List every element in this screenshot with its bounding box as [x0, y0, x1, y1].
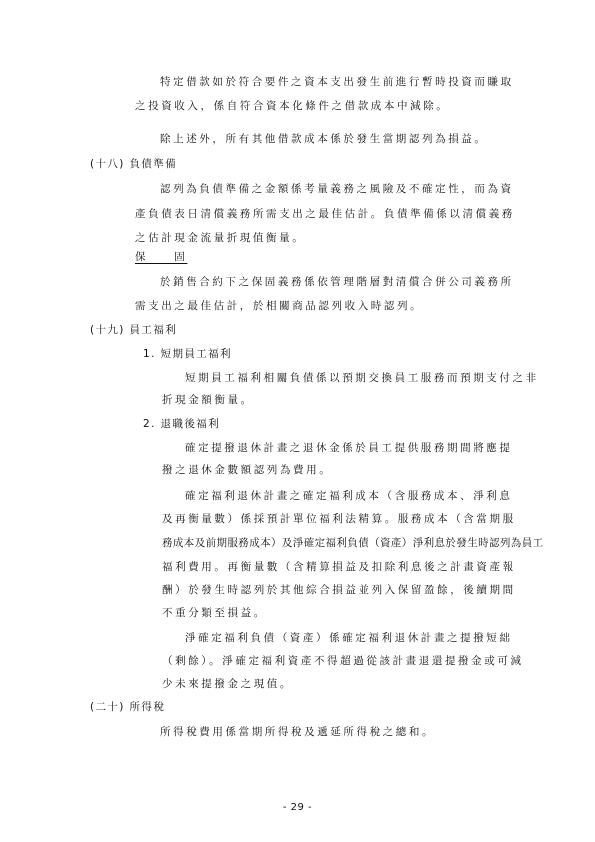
paragraph-line: 需支出之最佳估計，於相關商品認列收入時認列。 — [135, 300, 424, 312]
paragraph-line: 短期員工福利相關負債係以預期交換員工服務而預期支付之非 — [185, 372, 539, 384]
subheading-underlined: 保 固 — [135, 251, 188, 263]
paragraph-line: 折現金額衡量。 — [162, 394, 254, 406]
subsection-heading: 1. 短期員工福利 — [143, 348, 232, 360]
paragraph-line: 之估計現金流量折現值衡量。 — [135, 232, 306, 244]
paragraph-line: 及再衡量數）係採預計單位福利法精算。服務成本（含當期服 — [162, 513, 516, 525]
page-number: - 29 - — [282, 802, 313, 813]
section-heading: (十九) 員工福利 — [90, 324, 178, 336]
paragraph-line: 之投資收入，係自符合資本化條件之借款成本中減除。 — [135, 100, 450, 112]
paragraph-line: 酬）於發生時認列於其他綜合損益並列入保留盈餘，後續期間 — [162, 584, 516, 596]
paragraph-line: 除上述外，所有其他借款成本係於發生當期認列為損益。 — [160, 133, 488, 145]
paragraph-line: 撥之退休金數額認列為費用。 — [162, 464, 333, 476]
paragraph-line: 淨確定福利負債（資產）係確定福利退休計畫之提撥短絀 — [185, 632, 513, 644]
paragraph-line: 於銷售合約下之保固義務係依管理階層對清償合併公司義務所 — [160, 276, 514, 288]
paragraph-line: 認列為負債準備之金額係考量義務之風險及不確定性，而為資 — [160, 183, 514, 195]
subsection-heading: 2. 退職後福利 — [143, 418, 221, 430]
section-heading: (二十) 所得稅 — [90, 701, 166, 713]
paragraph-line: 少未來提撥金之現值。 — [162, 678, 293, 690]
paragraph-line: 特定借款如於符合要件之資本支出發生前進行暫時投資而賺取 — [160, 76, 514, 88]
paragraph-line: 福利費用。再衡量數（含精算損益及扣除利息後之計畫資產報 — [162, 561, 516, 573]
paragraph-line: （剩餘）。淨確定福利資產不得超過從該計畫退還提撥金或可減 — [162, 655, 524, 667]
paragraph-line: 不重分類至損益。 — [162, 607, 267, 619]
paragraph-line: 確定提撥退休計畫之退休金係於員工提供服務期間將應提 — [185, 442, 513, 454]
paragraph-line: 務成本及前期服務成本）及淨確定福利負債（資產）淨利息於發生時認列為員工 — [162, 537, 544, 549]
paragraph-line: 產負債表日清償義務所需支出之最佳估計。負債準備係以清償義務 — [135, 208, 515, 220]
paragraph-line: 所得稅費用係當期所得稅及遞延所得稅之總和。 — [160, 726, 436, 738]
section-heading: (十八) 負債準備 — [90, 158, 178, 170]
paragraph-line: 確定福利退休計畫之確定福利成本（含服務成本、淨利息 — [185, 490, 513, 502]
